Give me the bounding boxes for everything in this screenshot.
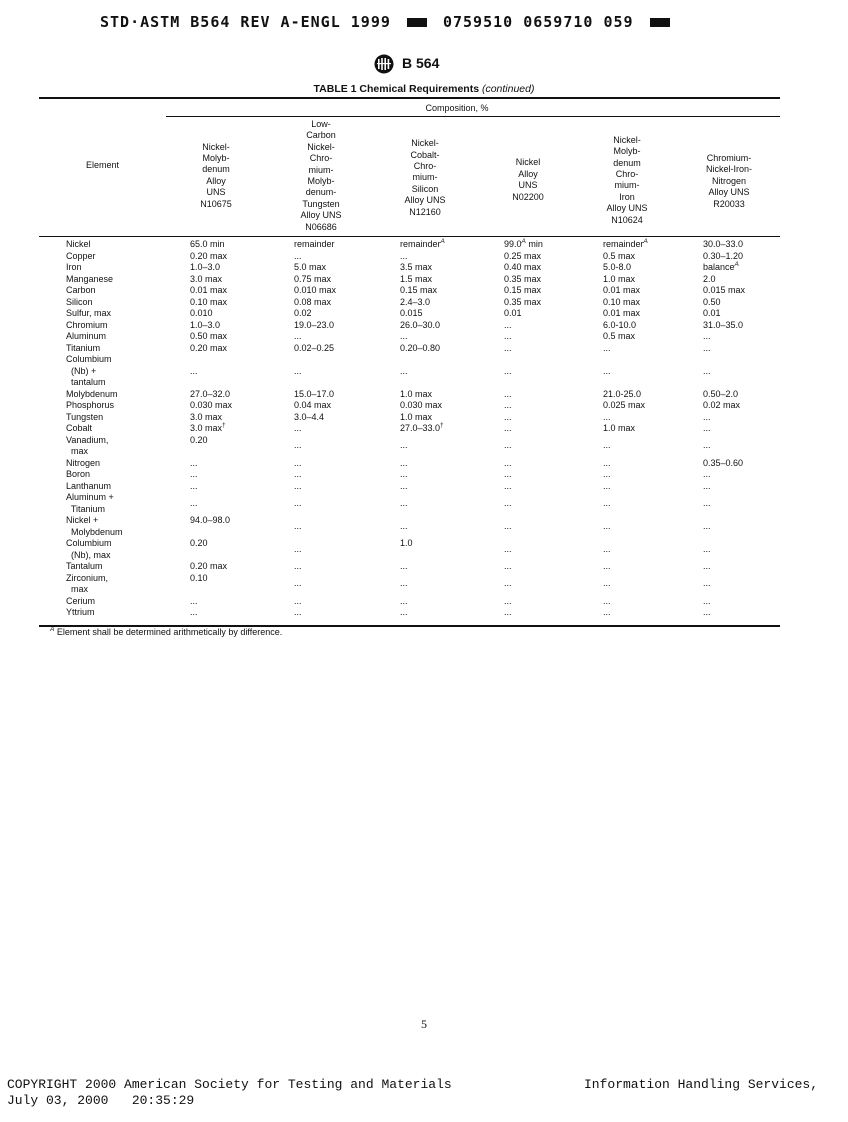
composition-value: 0.50–2.0: [703, 388, 739, 399]
element-name: Lanthanum: [66, 480, 112, 491]
element-name: Copper: [66, 250, 96, 261]
composition-value: ...: [603, 480, 611, 491]
composition-value: ...: [703, 543, 711, 554]
element-name: Nitrogen: [66, 457, 101, 468]
composition-value: 0.02: [294, 308, 312, 318]
composition-value: 0.01 max: [190, 285, 228, 295]
composition-value: 0.30–1.20: [703, 250, 744, 261]
composition-value: 26.0–30.0: [400, 319, 441, 330]
composition-value: ...: [703, 480, 711, 491]
composition-value: 0.010: [190, 308, 213, 318]
composition-value: ...: [603, 520, 611, 531]
composition-value: 1.0 max: [400, 411, 433, 422]
table-top-rule: [39, 97, 780, 99]
composition-value: 21.0-25.0: [603, 388, 642, 399]
composition-value: 0.030 max: [190, 400, 233, 410]
element-name: Manganese: [66, 273, 114, 284]
composition-value: ...: [400, 457, 408, 468]
composition-value: 3.5 max: [400, 262, 433, 272]
composition-value: 0.02 max: [703, 400, 741, 410]
element-name: Tungsten: [66, 411, 104, 422]
composition-value: ...: [400, 607, 408, 617]
element-name: Iron: [66, 262, 82, 272]
composition-value: 0.25 max: [504, 250, 542, 261]
composition-value: 19.0–23.0: [294, 319, 335, 330]
element-name: Boron: [66, 469, 91, 479]
stamp-code-2: 0659710: [523, 13, 594, 31]
composition-value: ...: [400, 440, 408, 451]
composition-value: ...: [504, 561, 512, 571]
composition-value: 0.10: [190, 572, 208, 583]
composition-value: 0.025 max: [603, 400, 646, 410]
composition-value: 0.015: [400, 308, 423, 318]
composition-value: ...: [703, 595, 711, 606]
document-stamp: [100, 13, 676, 31]
composition-value: balance$^A$: [703, 261, 739, 272]
composition-value: ...: [504, 457, 512, 468]
composition-value: ...: [603, 607, 611, 617]
composition-value: ...: [294, 520, 302, 531]
composition-value: 0.75 max: [294, 273, 332, 284]
composition-value: 0.04 max: [294, 400, 332, 410]
composition-value: ...: [504, 365, 512, 376]
table-title-main: TABLE 1 Chemical Requirements: [313, 83, 480, 95]
composition-value: 2.0: [703, 273, 716, 284]
element-name: Nickel + Molybdenum: [66, 515, 123, 537]
composition-value: ...: [294, 423, 302, 433]
composition-value: ...: [703, 561, 711, 571]
composition-value: 1.0–3.0: [190, 319, 221, 330]
composition-value: 27.0–33.0†: [400, 422, 444, 433]
astm-logo-icon: [374, 54, 394, 74]
composition-value: 0.015 max: [703, 285, 746, 295]
composition-value: 0.35 max: [504, 273, 542, 284]
copyright-provider: Information Handling Services,: [584, 1077, 819, 1092]
composition-value: 0.20 max: [190, 561, 228, 571]
element-name: Cobalt: [66, 423, 93, 433]
composition-value: 5.0-8.0: [603, 262, 632, 272]
composition-value: ...: [703, 578, 711, 589]
composition-value: ...: [603, 440, 611, 451]
composition-value: 0.20 max: [190, 342, 228, 353]
composition-value: ...: [504, 607, 512, 617]
composition-value: 0.01 max: [603, 285, 641, 295]
composition-value: ...: [294, 480, 302, 491]
composition-value: ...: [294, 497, 302, 508]
element-name: Yttrium: [66, 607, 95, 617]
composition-value: 0.5 max: [603, 331, 636, 341]
composition-value: ...: [504, 543, 512, 554]
composition-value: ...: [294, 331, 302, 341]
composition-value: 3.0 max: [190, 273, 223, 284]
composition-value: ...: [603, 561, 611, 571]
composition-value: ...: [504, 400, 512, 410]
composition-value: 1.5 max: [400, 273, 433, 284]
composition-value: ...: [504, 388, 512, 399]
composition-value: 0.40 max: [504, 262, 542, 272]
composition-value: remainder$^A$: [603, 238, 648, 249]
composition-value: ...: [294, 457, 302, 468]
stamp-designation: STD·ASTM B564 REV A-ENGL 1999: [100, 13, 391, 31]
composition-value: ...: [703, 331, 711, 341]
composition-value: ...: [603, 578, 611, 589]
composition-value: ...: [294, 595, 302, 606]
composition-value: 0.01: [504, 308, 522, 318]
element-name: Carbon: [66, 285, 96, 295]
composition-value: ...: [603, 457, 611, 468]
composition-value: ...: [400, 331, 408, 341]
copyright-notice: COPYRIGHT 2000 American Society for Testing and Materials July 03, 2000 20:35:29: [7, 1077, 452, 1108]
composition-value: 0.5 max: [603, 250, 636, 261]
composition-value: ...: [400, 469, 408, 479]
composition-value: 0.01: [703, 308, 721, 318]
table-title: [0, 83, 848, 95]
footnote-text: $^A$ Element shall be determined arithmetically by difference.: [50, 626, 283, 637]
element-name: Molybdenum: [66, 388, 118, 399]
element-name: Columbium (Nb) + tantalum: [66, 354, 112, 387]
composition-value: ...: [603, 543, 611, 554]
column-header: Nickel- Molyb- denum Alloy UNS N10675: [200, 141, 232, 209]
composition-value: 0.20: [190, 538, 208, 548]
footnote: [50, 627, 282, 637]
composition-value: ...: [400, 595, 408, 606]
composition-value: ...: [294, 365, 302, 376]
composition-value: ...: [190, 595, 198, 606]
element-name: Chromium: [66, 319, 108, 330]
composition-rule: [166, 116, 780, 117]
composition-value: ...: [190, 469, 198, 479]
composition-value: ...: [703, 342, 711, 353]
composition-value: 0.20 max: [190, 250, 228, 261]
composition-value: ...: [504, 411, 512, 422]
element-name: Nickel: [66, 239, 91, 249]
composition-value: ...: [603, 497, 611, 508]
composition-value: 0.35 max: [504, 296, 542, 307]
composition-value: ...: [603, 595, 611, 606]
composition-value: ...: [603, 469, 611, 479]
composition-value: 0.030 max: [400, 400, 443, 410]
composition-value: 0.15 max: [400, 285, 438, 295]
composition-value: ...: [400, 578, 408, 589]
composition-value: ...: [294, 607, 302, 617]
composition-value: 1.0: [400, 538, 413, 548]
composition-value: 1.0 max: [400, 388, 433, 399]
composition-value: 15.0–17.0: [294, 388, 335, 399]
composition-value: remainder: [294, 239, 335, 249]
header-bottom-rule: [39, 236, 780, 237]
composition-value: 0.15 max: [504, 285, 542, 295]
composition-value: 94.0–98.0: [190, 515, 231, 525]
composition-value: ...: [504, 440, 512, 451]
stamp-bar: [407, 18, 427, 27]
composition-value: 1.0 max: [603, 273, 636, 284]
composition-value: ...: [294, 250, 302, 261]
composition-value: ...: [294, 578, 302, 589]
composition-value: ...: [504, 520, 512, 531]
composition-value: ...: [703, 365, 711, 376]
composition-value: 1.0–3.0: [190, 262, 221, 272]
column-header: Nickel Alloy UNS N02200: [512, 157, 544, 202]
composition-value: 65.0 min: [190, 239, 225, 249]
composition-value: 3.0 max†: [190, 422, 226, 433]
composition-value: ...: [400, 365, 408, 376]
composition-value: ...: [504, 578, 512, 589]
composition-value: $99.0^A$ min: [504, 238, 543, 249]
composition-value: ...: [703, 469, 711, 479]
composition-value: ...: [294, 469, 302, 479]
column-header: Chromium- Nickel-Iron- Nitrogen Alloy UNS R20033: [705, 153, 752, 209]
element-name: Titanium: [66, 342, 101, 353]
composition-value: ...: [294, 561, 302, 571]
column-header: Nickel- Molyb- denum Chro- mium- Iron Alloy UNS N10624: [606, 134, 648, 225]
table-title-continued: (continued): [481, 83, 535, 95]
composition-value: ...: [400, 250, 408, 261]
composition-value: 3.0 max: [190, 411, 223, 422]
composition-value: 0.20: [190, 434, 208, 445]
composition-value: 1.0 max: [603, 423, 636, 433]
element-name: Aluminum: [66, 331, 107, 341]
composition-value: 31.0–35.0: [703, 319, 744, 330]
composition-value: ...: [603, 342, 611, 353]
composition-value: 0.50: [703, 296, 721, 307]
composition-value: ...: [703, 607, 711, 617]
composition-value: 0.35–0.60: [703, 457, 744, 468]
composition-value: 0.02–0.25: [294, 342, 335, 353]
element-name: Vanadium, max: [66, 434, 109, 456]
composition-value: 30.0–33.0: [703, 239, 744, 249]
element-name: Tantalum: [66, 561, 103, 571]
element-header: Element: [85, 160, 120, 170]
composition-value: ...: [190, 497, 198, 508]
composition-value: ...: [504, 480, 512, 491]
composition-value: 0.50 max: [190, 331, 228, 341]
composition-value: ...: [504, 423, 512, 433]
composition-value: ...: [703, 411, 711, 422]
element-name: Sulfur, max: [66, 308, 112, 318]
column-header: Nickel- Cobalt- Chro- mium- Silicon Alloy UNS N12160: [404, 138, 446, 217]
composition-value: ...: [504, 595, 512, 606]
page-number: 5: [421, 1017, 427, 1031]
composition-value: ...: [504, 331, 512, 341]
element-name: Silicon: [66, 296, 93, 307]
element-name: Columbium (Nb), max: [66, 538, 112, 560]
composition-value: ...: [504, 342, 512, 353]
composition-value: 0.10 max: [190, 296, 228, 307]
composition-label: Composition, %: [425, 103, 489, 113]
composition-value: ...: [603, 365, 611, 376]
composition-value: ...: [400, 520, 408, 531]
composition-value: 0.08 max: [294, 296, 332, 307]
composition-value: ...: [703, 497, 711, 508]
composition-value: ...: [294, 440, 302, 451]
composition-value: 6.0-10.0: [603, 319, 637, 330]
element-name: Cerium: [66, 595, 96, 606]
composition-value: ...: [400, 480, 408, 491]
composition-value: 27.0–32.0: [190, 388, 231, 399]
composition-value: ...: [703, 520, 711, 531]
composition-value: ...: [603, 411, 611, 422]
element-name: Zirconium, max: [66, 572, 109, 594]
composition-value: 0.10 max: [603, 296, 641, 307]
composition-value: ...: [190, 365, 198, 376]
composition-value: ...: [703, 423, 711, 433]
composition-value: ...: [703, 440, 711, 451]
stamp-code-1: 0759510: [442, 13, 514, 31]
composition-value: ...: [504, 497, 512, 508]
composition-value: 0.01 max: [603, 308, 641, 318]
column-header: Low- Carbon Nickel- Chro- mium- Molyb- denum- Tungsten Alloy UNS N06686: [300, 119, 342, 232]
composition-value: ...: [190, 457, 198, 468]
composition-value: ...: [294, 543, 302, 554]
composition-value: ...: [400, 497, 408, 508]
composition-value: 3.0–4.4: [294, 411, 325, 422]
composition-value: 2.4–3.0: [400, 296, 431, 307]
composition-value: remainder$^A$: [400, 238, 445, 249]
composition-value: 0.20–0.80: [400, 342, 441, 353]
composition-value: 0.010 max: [294, 285, 337, 295]
element-name: Aluminum + Titanium: [66, 492, 114, 514]
element-name: Phosphorus: [66, 400, 115, 410]
standard-designation: B 564: [402, 55, 440, 71]
composition-value: ...: [400, 561, 408, 571]
composition-value: ...: [190, 480, 198, 491]
composition-value: ...: [190, 607, 198, 617]
composition-value: ...: [504, 469, 512, 479]
composition-value: 5.0 max: [294, 262, 327, 272]
composition-value: ...: [504, 319, 512, 330]
stamp-bar-end: [650, 18, 670, 27]
stamp-code-3: 059: [603, 13, 634, 31]
